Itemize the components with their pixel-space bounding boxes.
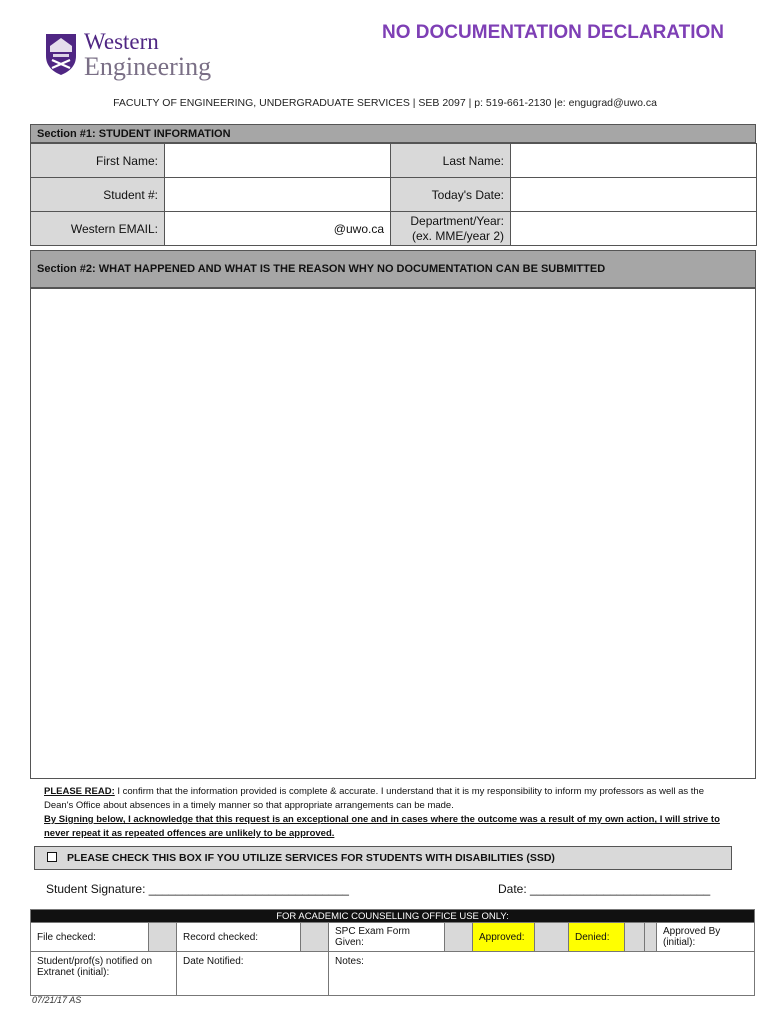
department-year-label-line2: (ex. MME/year 2) — [411, 228, 504, 243]
approved-box[interactable] — [535, 923, 569, 952]
file-checked-label: File checked: — [31, 923, 149, 952]
student-signature-line[interactable]: Student Signature: ______________________________ — [46, 882, 349, 896]
acknowledgement-text: By Signing below, I acknowledge that this request is an exceptional one and in cases where the outcome was a result of my own action, I will strive to never repeat it as repeated offences are unlikely to be approved. — [44, 814, 720, 839]
student-info-table — [30, 143, 757, 246]
todays-date-label: Today's Date: — [391, 178, 511, 212]
logo-line2: Engineering — [84, 52, 212, 81]
please-read-label: PLEASE READ: — [44, 786, 115, 797]
reason-text-area[interactable] — [30, 288, 756, 779]
spc-exam-box[interactable] — [445, 923, 473, 952]
record-checked-label: Record checked: — [177, 923, 301, 952]
spc-exam-label: SPC Exam Form Given: — [329, 923, 445, 952]
last-name-label: Last Name: — [391, 144, 511, 178]
signature-date-line[interactable]: Date: ___________________________ — [498, 882, 711, 896]
contact-line: FACULTY OF ENGINEERING, UNDERGRADUATE SERVICES | SEB 2097 | p: 519-661-2130 |e: engugrad@uwo.ca — [113, 97, 657, 109]
logo-wordmark — [84, 30, 211, 80]
first-name-field[interactable] — [165, 144, 391, 178]
student-number-label: Student #: — [31, 178, 165, 212]
ssd-checkbox[interactable] — [47, 852, 57, 862]
approved-label: Approved: — [473, 923, 535, 952]
last-name-field[interactable] — [511, 144, 757, 178]
department-year-field[interactable] — [511, 212, 757, 246]
western-shield-logo — [44, 32, 78, 76]
office-use-table — [30, 909, 755, 996]
denied-spacer — [645, 923, 657, 952]
first-name-label: First Name: — [31, 144, 165, 178]
form-title: NO DOCUMENTATION DECLARATION — [382, 22, 724, 43]
please-read-text: I confirm that the information provided is complete & accurate. I understand that it is my responsibility to inform my professors as well as the Dean's Office about absences in a timely manner so that appropriate arrangements can be made. — [44, 786, 704, 811]
office-use-heading: FOR ACADEMIC COUNSELLING OFFICE USE ONLY: — [31, 910, 755, 923]
section1-heading: Section #1: STUDENT INFORMATION — [30, 124, 756, 143]
email-field[interactable] — [165, 212, 391, 246]
acknowledgement-notice — [44, 785, 724, 841]
email-suffix: @uwo.ca — [333, 221, 384, 236]
denied-label: Denied: — [569, 923, 625, 952]
denied-box[interactable] — [625, 923, 645, 952]
department-year-label-line1: Department/Year: — [410, 213, 504, 228]
file-checked-box[interactable] — [149, 923, 177, 952]
section2-heading: Section #2: WHAT HAPPENED AND WHAT IS THE REASON WHY NO DOCUMENTATION CAN BE SUBMITTED — [30, 250, 756, 288]
todays-date-field[interactable] — [511, 178, 757, 212]
date-notified-label: Date Notified: — [177, 952, 329, 996]
notes-label: Notes: — [329, 952, 755, 996]
student-number-field[interactable] — [165, 178, 391, 212]
ssd-label: PLEASE CHECK THIS BOX IF YOU UTILIZE SERVICES FOR STUDENTS WITH DISABILITIES (SSD) — [67, 852, 555, 864]
email-label: Western EMAIL: — [31, 212, 165, 246]
ssd-checkbox-row[interactable] — [34, 846, 732, 870]
form-revision-code: 07/21/17 AS — [32, 995, 82, 1005]
record-checked-box[interactable] — [301, 923, 329, 952]
approved-by-label: Approved By (initial): — [657, 923, 755, 952]
department-year-label — [391, 212, 511, 246]
logo-line1: Western — [84, 29, 159, 54]
notified-label: Student/prof(s) notified on Extranet (initial): — [31, 952, 177, 996]
